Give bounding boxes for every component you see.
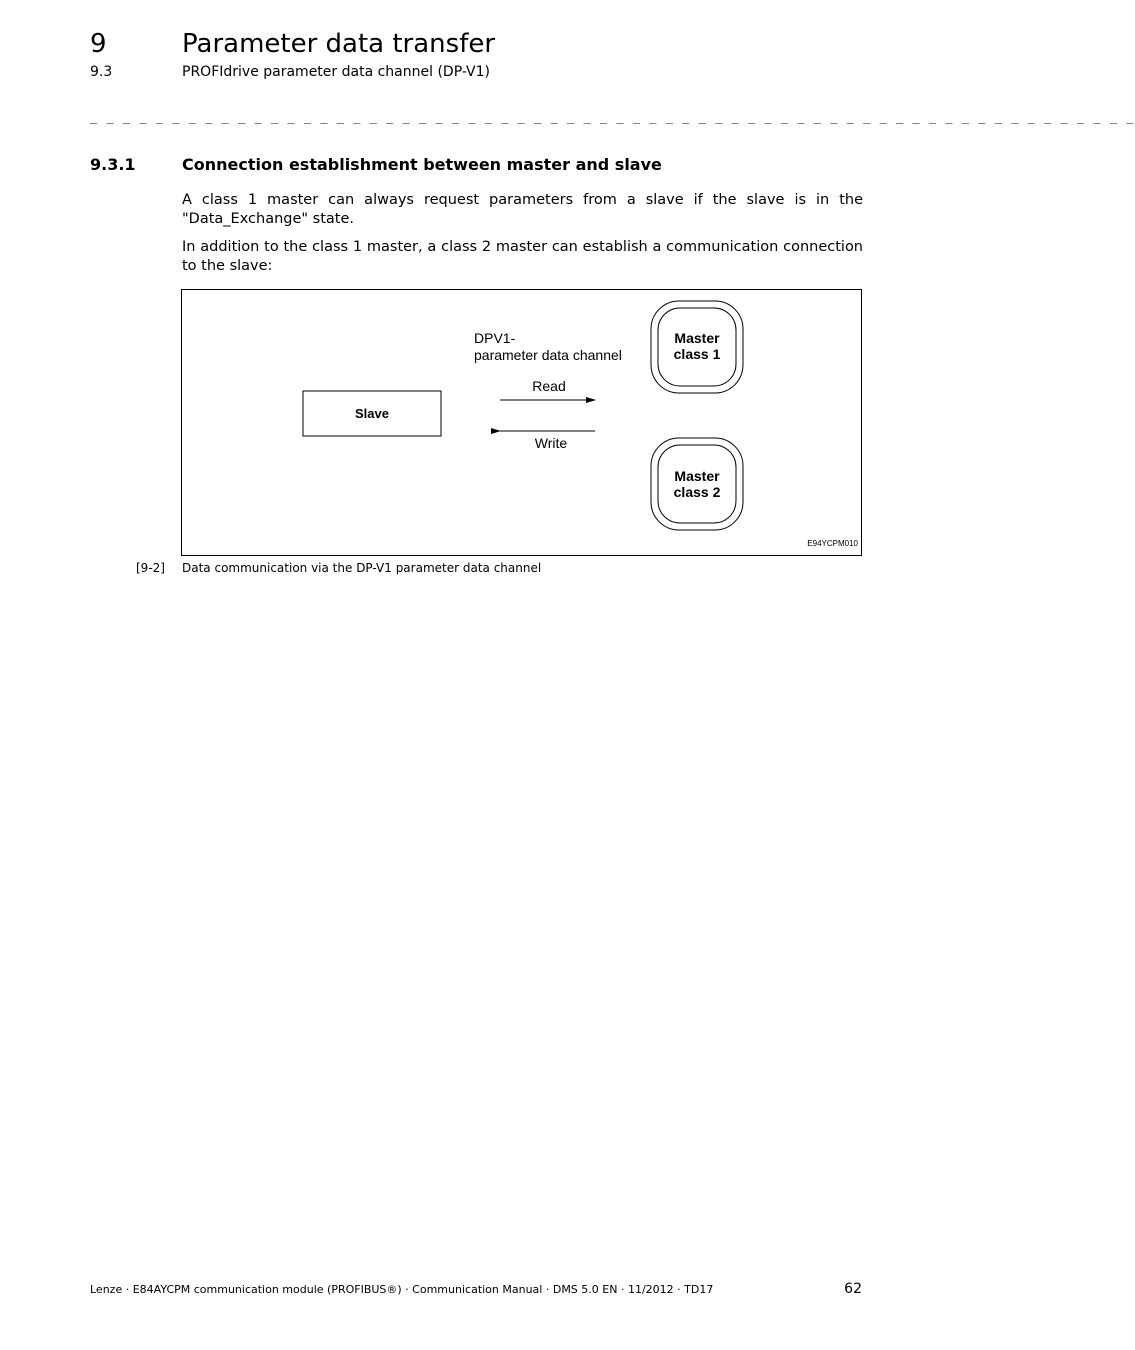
figure-diagram <box>181 289 862 556</box>
slave-label: Slave <box>355 406 389 421</box>
master1-label-line2: class 1 <box>673 346 721 362</box>
footer-text: Lenze · E84AYCPM communication module (PROFIBUS®) · Communication Manual · DMS 5.0 EN · 11/2012 · TD17 <box>90 1283 714 1296</box>
subsection-title: PROFIdrive parameter data channel (DP-V1) <box>182 64 490 80</box>
channel-label-line2: parameter data channel <box>474 347 622 363</box>
subsection-number: 9.3 <box>90 64 113 80</box>
header-divider: _ _ _ _ _ _ _ _ _ _ _ _ _ _ _ _ _ _ _ _ _ _ _ _ _ _ _ _ _ _ _ _ _ _ _ _ _ _ _ _ _ _ _ _ _ _ _ _ _ _ _ _ _ _ _ _ _ _ _ _ _ _ _ _ <box>90 110 1135 124</box>
figure-code: E94YCPM010 <box>807 539 858 548</box>
caption-text: Data communication via the DP-V1 parameter data channel <box>182 561 542 575</box>
chapter-title: Parameter data transfer <box>182 29 496 59</box>
master2-label-line1: Master <box>674 468 720 484</box>
channel-label-line1: DPV1- <box>474 330 516 346</box>
write-label: Write <box>534 435 568 451</box>
master-class-1 <box>651 301 743 393</box>
paragraph-1: A class 1 master can always request parameters from a slave if the slave is in the "Data_Exchange" state. <box>182 192 863 227</box>
section-number: 9.3.1 <box>90 155 136 174</box>
master1-label-line1: Master <box>674 330 720 346</box>
chapter-number: 9 <box>90 29 107 59</box>
master-class-2 <box>651 438 743 530</box>
caption-number: [9-2] <box>136 561 165 575</box>
paragraph-2: In addition to the class 1 master, a class 2 master can establish a communication connection to the slave: <box>182 239 863 274</box>
master2-label-line2: class 2 <box>673 484 721 500</box>
page-number: 62 <box>844 1281 862 1297</box>
section-title: Connection establishment between master and slave <box>182 155 662 174</box>
diagram-canvas <box>182 290 863 557</box>
read-label: Read <box>532 378 566 394</box>
